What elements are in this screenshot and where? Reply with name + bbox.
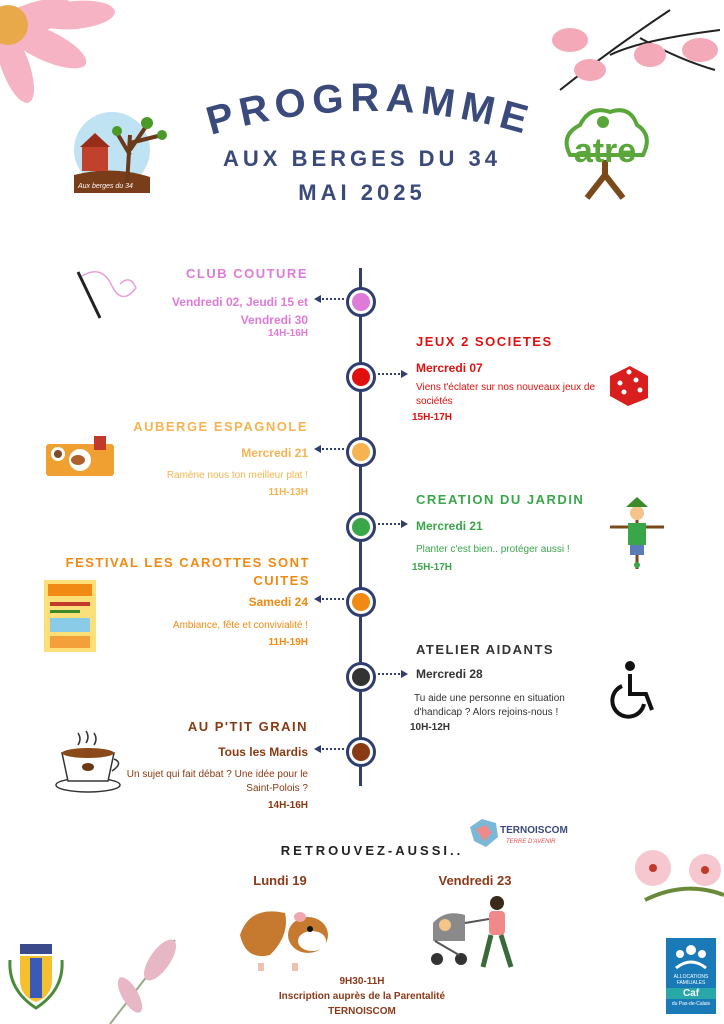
event-jardin-desc: Planter c'est bien.. protéger aussi !	[416, 544, 570, 555]
event-couture-title: CLUB COUTURE	[186, 266, 308, 281]
cherry-blossom-top-right	[550, 0, 724, 95]
meal-tray-icon	[44, 430, 116, 478]
event-grain-desc: Un sujet qui fait débat ? Une idée pour le Saint-Polois ?	[126, 769, 308, 794]
arrow-left-grain	[314, 744, 344, 754]
arrow-left-couture	[314, 294, 344, 304]
event-aidants-date: Mercredi 28	[416, 667, 483, 681]
retrouvez-heading: RETROUVEZ-AUSSI..	[280, 843, 464, 858]
caf-line3: du Pas-de-Calais	[671, 1001, 711, 1007]
dot-couture	[346, 287, 376, 317]
mother-stroller-icon	[425, 893, 520, 971]
arrow-right-jardin	[378, 519, 408, 529]
aux-berges-logo-text: Aux berges du 34	[78, 183, 133, 190]
arrow-left-festival	[314, 594, 344, 604]
event-jardin-time: 15H-17H	[412, 562, 453, 573]
subtitle-line-1: AUX BERGES DU 34	[223, 146, 501, 171]
event-jeux-date: Mercredi 07	[416, 361, 483, 375]
dot-auberge	[346, 437, 376, 467]
event-couture-date: Vendredi 02, Jeudi 15 et Vendredi 30	[171, 295, 308, 327]
festival-poster-icon	[44, 580, 96, 652]
dot-jeux	[346, 362, 376, 392]
event-grain-date: Tous les Mardis	[218, 745, 308, 759]
footer-org: TERNOISCOM	[328, 1006, 396, 1017]
event-festival-desc: Ambiance, fête et convivialité !	[172, 620, 308, 631]
event-jeux-title: JEUX 2 SOCIETES	[416, 334, 553, 349]
event-jardin-date: Mercredi 21	[416, 519, 483, 533]
event-festival-date: Samedi 24	[248, 595, 308, 609]
ternoiscom-tagline: TERRE D'AVENIR	[506, 839, 556, 845]
dot-aidants	[346, 662, 376, 692]
event-festival-time: 11H-19H	[268, 637, 308, 648]
footer-hours: 9H30-11H	[339, 976, 385, 987]
needle-thread-icon	[72, 266, 140, 322]
footer-day2: Vendredi 23	[438, 873, 512, 888]
footer-day1: Lundi 19	[253, 873, 307, 888]
caf-logo	[666, 938, 716, 1014]
event-auberge-time: 11H-13H	[268, 487, 308, 498]
dot-festival	[346, 587, 376, 617]
atre-logo-text: atre	[573, 132, 637, 170]
dot-jardin	[346, 512, 376, 542]
event-auberge-date: Mercredi 21	[241, 446, 308, 460]
event-festival-title: FESTIVAL LES CAROTTES SONT CUITES	[65, 555, 310, 588]
event-aidants-desc: Tu aide une personne en situation d'handicap ? Alors rejoins-nous !	[414, 693, 565, 718]
caf-line2: Caf	[666, 988, 716, 999]
guinea-pig-icon	[230, 895, 332, 973]
dot-grain	[346, 737, 376, 767]
atre-logo	[555, 100, 655, 200]
footer-inscription: Inscription auprès de la Parentalité	[278, 991, 446, 1002]
coat-of-arms-icon	[6, 940, 66, 1010]
event-jeux-time: 15H-17H	[412, 412, 453, 423]
event-grain-title: AU P'TIT GRAIN	[187, 719, 308, 734]
event-auberge-title: AUBERGE ESPAGNOLE	[133, 419, 308, 434]
scarecrow-icon	[606, 497, 668, 569]
caf-line1: ALLOCATIONS FAMILIALES	[673, 974, 709, 986]
coffee-cup-icon	[52, 725, 124, 795]
dice-icon	[602, 358, 652, 408]
event-jardin-title: CREATION DU JARDIN	[416, 492, 585, 507]
ternoiscom-logo-text: TERNOISCOM	[500, 825, 568, 836]
subtitle-line-2: MAI 2025	[298, 180, 426, 205]
wheelchair-icon	[610, 660, 662, 720]
event-grain-time: 14H-16H	[267, 800, 308, 811]
caf-figures-icon	[666, 938, 716, 974]
event-jeux-desc: Viens t'éclater sur nos nouveaux jeux de sociétés	[416, 382, 596, 407]
aux-berges-logo	[72, 105, 172, 200]
event-aidants-time: 10H-12H	[410, 722, 451, 733]
arrow-right-aidants	[378, 669, 408, 679]
arrow-right-jeux	[378, 369, 408, 379]
event-auberge-desc: Ramène nous ton meilleur plat !	[166, 470, 308, 481]
event-couture-time: 14H-16H	[267, 328, 308, 339]
arrow-left-auberge	[314, 444, 344, 454]
event-aidants-title: ATELIER AIDANTS	[416, 642, 555, 657]
svg-text:PROGRAMME: PROGRAMME	[201, 75, 539, 144]
pink-flower-top-left	[0, 0, 140, 110]
